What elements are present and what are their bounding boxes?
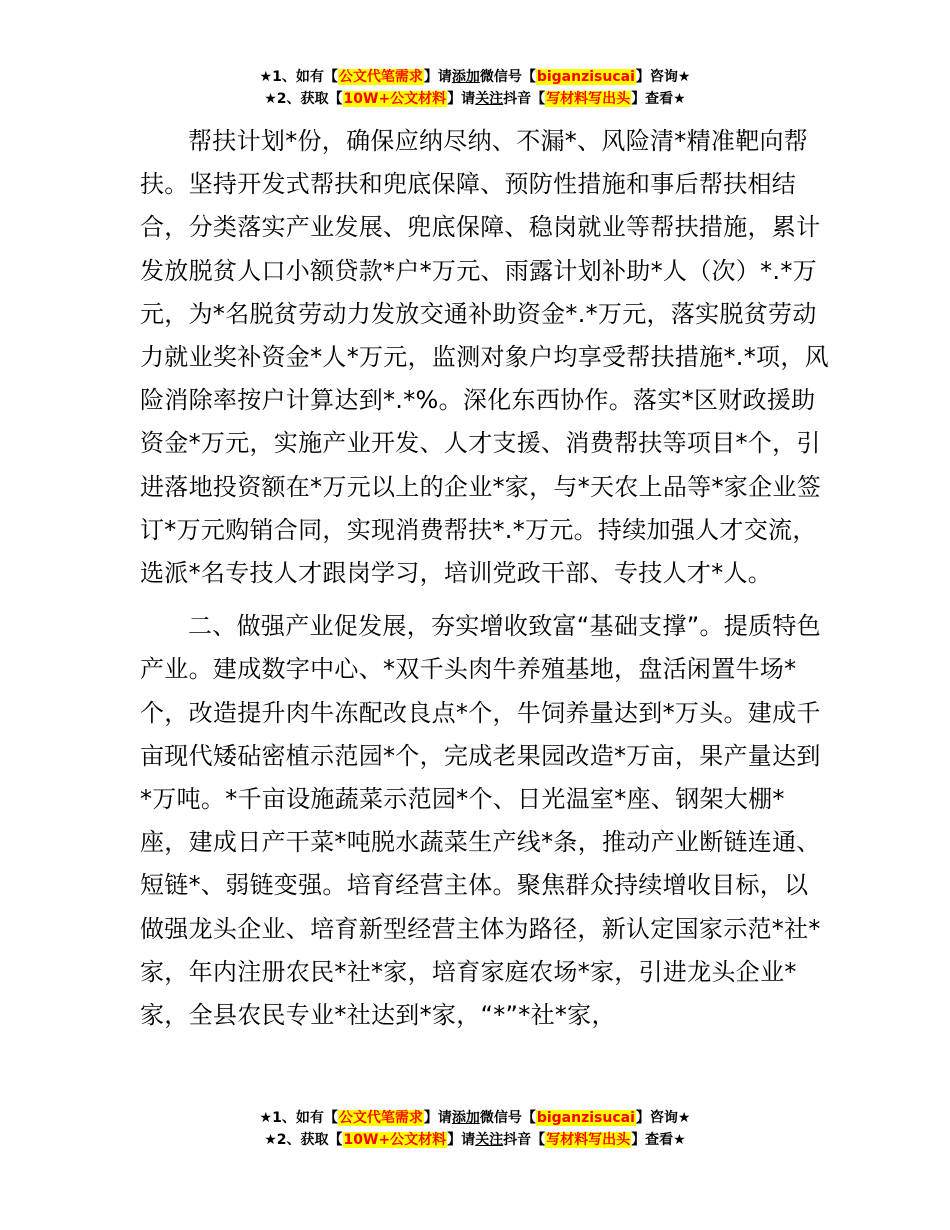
banner-text: 抖音【 [503,91,546,107]
banner-line-1 [0,1107,950,1129]
banner-underline: 添加 [451,69,480,85]
footer-banner [0,1107,950,1151]
banner-text: 】请 [423,1110,452,1126]
paragraph-1: 帮扶计划*份，确保应纳尽纳、不漏*、风险清*精准靶向帮扶。坚持开发式帮扶和兜底保障、预防性措施和事后帮扶相结合，分类落实产业发展、兜底保障、稳岗就业等帮扶措施，累计发放脱贫人口小额贷款*户*万元、雨露计划补助*人（次）*.*万元，为*名脱贫劳动力发放交通补助资金*.*万元，落实脱贫劳动力就业奖补资金*人*万元，监测对象户均享受帮扶措施*.*项，风险消除率按户计算达到*.*%。深化东西协作。落实*区财政援助资金*万元，实施产业开发、人才支援、消费帮扶等项目*个，引进落地投资额在*万元以上的企业*家，与*天农上品等*家企业签订*万元购销合同，实现消费帮扶*.*万元。持续加强人才交流，选派*名专技人才跟岗学习，培训党政干部、专技人才*人。 [140,127,829,588]
banner-text: 微信号【 [479,1110,536,1126]
banner-text: 】咨询★ [635,69,691,85]
header-banner [0,66,950,110]
banner-text: 】查看★ [631,1132,686,1148]
banner-text: 】咨询★ [635,1110,691,1126]
banner-underline: 添加 [451,1110,480,1126]
banner-text: 】请 [423,69,452,85]
paragraph-2: 二、做强产业促发展，夯实增收致富“基础支撑”。提质特色产业。建成数字中心、*双千头肉牛养殖基地，盘活闲置牛场*个，改造提升肉牛冻配改良点*个，牛饲养量达到*万头。建成千亩现代矮砧密植示范园*个，完成老果园改造*万亩，果产量达到*万吨。*千亩设施蔬菜示范园*个、日光温室*座、钢架大棚*座，建成日产干菜*吨脱水蔬菜生产线*条，推动产业断链连通、短链*、弱链变强。培育经营主体。聚焦群众持续增收目标，以做强龙头企业、培育新型经营主体为路径，新认定国家示范*社*家，年内注册农民*社*家，培育家庭农场*家，引进龙头企业*家，全县农民专业*社达到*家，“*”*社*家， [140,612,821,1030]
banner-text: 抖音【 [503,1132,546,1148]
banner-highlight: 公文代笔需求 [338,69,423,85]
banner-text: ★1、如有【 [259,69,338,85]
banner-text: ★2、获取【 [264,1132,343,1148]
banner-highlight: 写材料写出头 [546,1132,631,1148]
document-body [140,120,830,1037]
banner-highlight: biganzisucai [536,69,635,85]
banner-text: 】请 [447,1132,476,1148]
banner-text: 微信号【 [479,69,536,85]
banner-line-1 [0,66,950,88]
banner-highlight: 10W+公文材料 [343,1132,447,1148]
banner-text: ★2、获取【 [264,91,343,107]
banner-text: 】查看★ [631,91,686,107]
banner-highlight: 写材料写出头 [546,91,631,107]
banner-underline: 关注 [475,1132,504,1148]
banner-line-2 [0,88,950,110]
banner-line-2 [0,1129,950,1151]
banner-text: 】请 [447,91,476,107]
banner-highlight: biganzisucai [536,1110,635,1126]
banner-highlight: 10W+公文材料 [343,91,447,107]
banner-underline: 关注 [475,91,504,107]
banner-text: ★1、如有【 [259,1110,338,1126]
banner-highlight: 公文代笔需求 [338,1110,423,1126]
